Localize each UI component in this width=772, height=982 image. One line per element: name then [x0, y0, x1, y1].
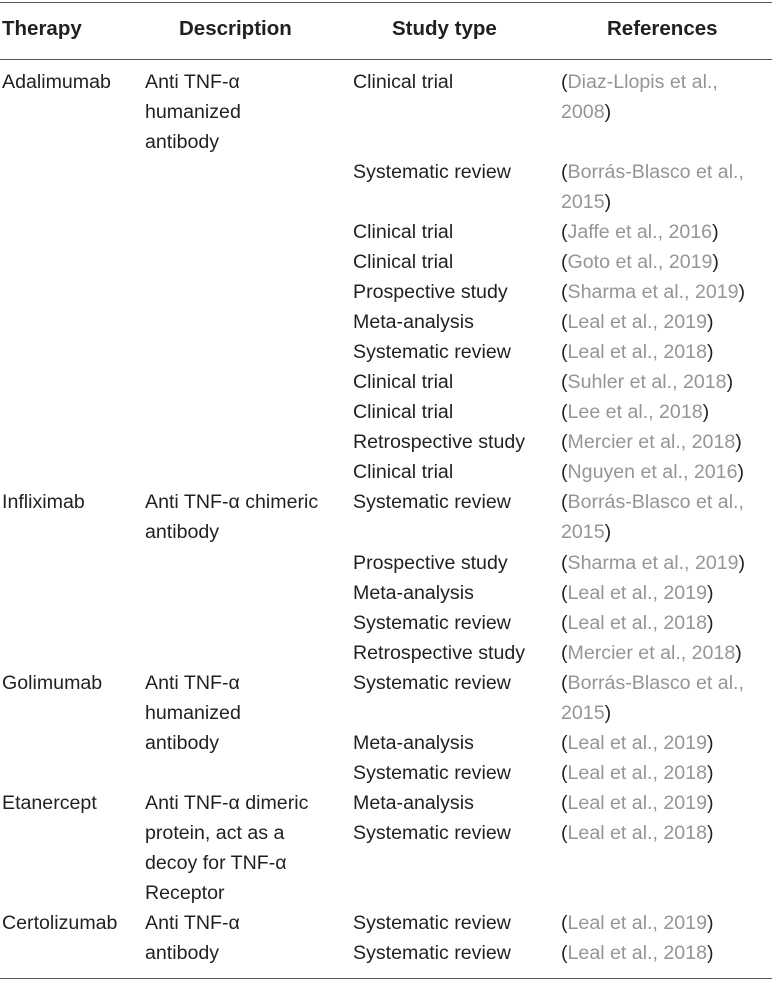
reference-cell: (Sharma et al., 2019): [561, 552, 746, 574]
study-type-cell: Systematic review: [353, 672, 511, 694]
table-bottom-rule: [0, 978, 772, 979]
reference-cell: (Jaffe et al., 2016): [561, 221, 719, 243]
study-type-cell: Clinical trial: [353, 251, 454, 273]
reference-link[interactable]: Lee et al., 2018: [567, 401, 703, 423]
reference-link[interactable]: Sharma et al., 2019: [567, 552, 739, 574]
reference-link[interactable]: Leal et al., 2018: [567, 612, 707, 634]
reference-cell: (Leal et al., 2018): [561, 942, 714, 964]
reference-cell: (Mercier et al., 2018): [561, 431, 742, 453]
study-type-cell: Meta-analysis: [353, 732, 474, 754]
study-type-cell: Retrospective study: [353, 431, 526, 453]
reference-cell: (Leal et al., 2018): [561, 612, 714, 634]
study-type-cell: Clinical trial: [353, 221, 454, 243]
study-type-cell: Systematic review: [353, 822, 511, 844]
description-cell: Anti TNF-α humanized antibody: [145, 71, 241, 153]
reference-cell: (Goto et al., 2019): [561, 251, 719, 273]
reference-cell: (Suhler et al., 2018): [561, 371, 734, 393]
reference-link[interactable]: Borrás-Blasco et al., 2015: [561, 161, 744, 213]
study-type-cell: Systematic review: [353, 341, 511, 363]
reference-link[interactable]: Leal et al., 2018: [567, 341, 707, 363]
therapy-cell: Golimumab: [2, 672, 103, 694]
study-type-cell: Retrospective study: [353, 642, 526, 664]
reference-link[interactable]: Leal et al., 2019: [567, 582, 707, 604]
study-type-cell: Systematic review: [353, 491, 511, 513]
study-type-cell: Clinical trial: [353, 461, 454, 483]
reference-link[interactable]: Borrás-Blasco et al., 2015: [561, 491, 744, 543]
study-type-cell: Systematic review: [353, 762, 511, 784]
reference-cell: (Leal et al., 2019): [561, 732, 714, 754]
study-type-cell: Systematic review: [353, 161, 511, 183]
reference-cell: (Nguyen et al., 2016): [561, 461, 744, 483]
header-rule: [0, 59, 772, 60]
study-type-cell: Meta-analysis: [353, 792, 474, 814]
description-cell: Anti TNF-α humanized antibody: [145, 672, 241, 754]
therapy-cell: Adalimumab: [2, 71, 111, 93]
description-cell: Anti TNF-α dimeric protein, act as a decoy for TNF-α Receptor: [145, 792, 309, 904]
study-type-cell: Clinical trial: [353, 401, 454, 423]
header-description: Description: [179, 17, 292, 40]
reference-link[interactable]: Borrás-Blasco et al., 2015: [561, 672, 744, 724]
reference-cell: (Borrás-Blasco et al., 2015): [561, 161, 744, 213]
reference-cell: (Borrás-Blasco et al., 2015): [561, 491, 744, 543]
reference-link[interactable]: Nguyen et al., 2016: [567, 461, 738, 483]
reference-cell: (Leal et al., 2018): [561, 822, 714, 844]
reference-link[interactable]: Diaz-Llopis et al., 2008: [561, 71, 718, 123]
therapy-cell: Certolizumab: [2, 912, 118, 934]
reference-link[interactable]: Goto et al., 2019: [567, 251, 713, 273]
reference-link[interactable]: Leal et al., 2018: [567, 942, 707, 964]
header-references: References: [607, 17, 718, 40]
study-type-cell: Prospective study: [353, 552, 508, 574]
description-cell: Anti TNF-α chimeric antibody: [145, 491, 319, 543]
study-type-cell: Clinical trial: [353, 71, 454, 93]
reference-cell: (Leal et al., 2018): [561, 341, 714, 363]
reference-link[interactable]: Leal et al., 2019: [567, 311, 707, 333]
reference-cell: (Borrás-Blasco et al., 2015): [561, 672, 744, 724]
reference-link[interactable]: Leal et al., 2019: [567, 912, 707, 934]
table-top-rule: [0, 2, 772, 3]
study-type-cell: Prospective study: [353, 281, 508, 303]
reference-link[interactable]: Leal et al., 2019: [567, 792, 707, 814]
reference-cell: (Mercier et al., 2018): [561, 642, 742, 664]
header-therapy: Therapy: [2, 17, 82, 40]
reference-link[interactable]: Jaffe et al., 2016: [567, 221, 713, 243]
study-type-cell: Systematic review: [353, 942, 511, 964]
study-type-cell: Meta-analysis: [353, 311, 474, 333]
reference-cell: (Diaz-Llopis et al., 2008): [561, 71, 718, 123]
study-type-cell: Meta-analysis: [353, 582, 474, 604]
reference-link[interactable]: Leal et al., 2018: [567, 822, 707, 844]
reference-link[interactable]: Mercier et al., 2018: [567, 642, 736, 664]
reference-cell: (Leal et al., 2019): [561, 582, 714, 604]
reference-link[interactable]: Leal et al., 2019: [567, 732, 707, 754]
therapy-cell: Etanercept: [2, 792, 97, 814]
therapy-cell: Infliximab: [2, 491, 85, 513]
reference-cell: (Leal et al., 2019): [561, 311, 714, 333]
reference-link[interactable]: Mercier et al., 2018: [567, 431, 736, 453]
reference-cell: (Leal et al., 2018): [561, 762, 714, 784]
reference-link[interactable]: Sharma et al., 2019: [567, 281, 739, 303]
reference-link[interactable]: Leal et al., 2018: [567, 762, 707, 784]
header-study-type: Study type: [392, 17, 497, 40]
reference-link[interactable]: Suhler et al., 2018: [567, 371, 727, 393]
reference-cell: (Leal et al., 2019): [561, 912, 714, 934]
study-type-cell: Systematic review: [353, 912, 511, 934]
reference-cell: (Leal et al., 2019): [561, 792, 714, 814]
reference-cell: (Sharma et al., 2019): [561, 281, 746, 303]
description-cell: Anti TNF-α antibody: [145, 912, 240, 964]
reference-cell: (Lee et al., 2018): [561, 401, 710, 423]
study-type-cell: Systematic review: [353, 612, 511, 634]
study-type-cell: Clinical trial: [353, 371, 454, 393]
